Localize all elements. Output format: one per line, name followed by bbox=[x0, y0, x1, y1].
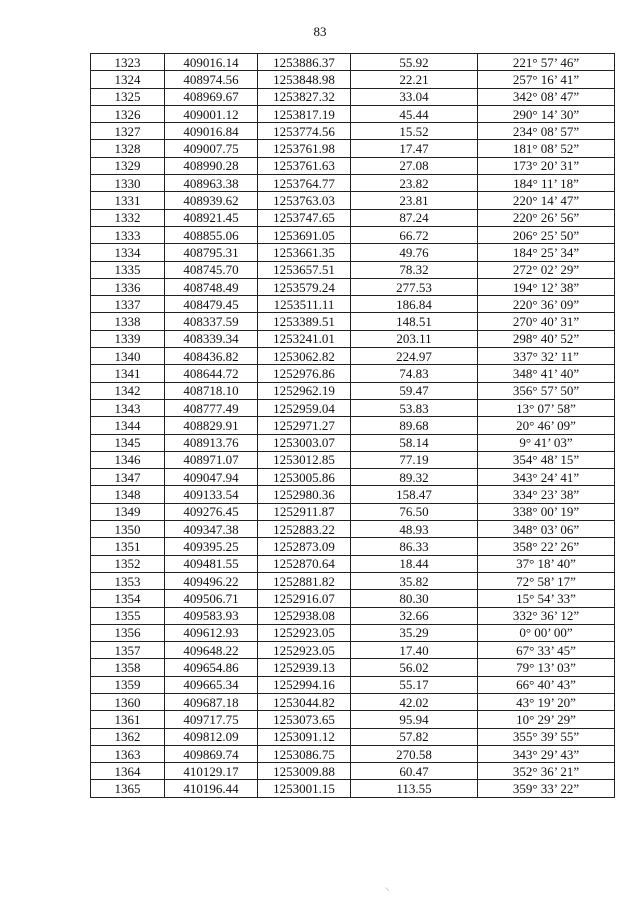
y-coordinate-cell: 1253761.98 bbox=[258, 140, 351, 157]
point-number-cell: 1353 bbox=[91, 572, 165, 589]
point-number-cell: 1328 bbox=[91, 140, 165, 157]
point-number-cell: 1357 bbox=[91, 642, 165, 659]
y-coordinate-cell: 1253774.56 bbox=[258, 123, 351, 140]
x-coordinate-cell: 409496.22 bbox=[165, 572, 258, 589]
y-coordinate-cell: 1253761.63 bbox=[258, 157, 351, 174]
x-coordinate-cell: 408339.34 bbox=[165, 330, 258, 347]
y-coordinate-cell: 1253579.24 bbox=[258, 278, 351, 295]
table-row bbox=[91, 417, 615, 434]
bearing-cell: 0° 00’ 00” bbox=[478, 624, 615, 641]
distance-cell: 48.93 bbox=[351, 521, 478, 538]
y-coordinate-cell: 1253009.88 bbox=[258, 763, 351, 780]
y-coordinate-cell: 1253086.75 bbox=[258, 745, 351, 762]
distance-cell: 55.92 bbox=[351, 54, 478, 71]
bearing-cell: 354° 48’ 15” bbox=[478, 451, 615, 468]
bearing-cell: 13° 07’ 58” bbox=[478, 399, 615, 416]
y-coordinate-cell: 1252870.64 bbox=[258, 555, 351, 572]
point-number-cell: 1348 bbox=[91, 486, 165, 503]
table-row bbox=[91, 365, 615, 382]
distance-cell: 56.02 bbox=[351, 659, 478, 676]
y-coordinate-cell: 1253511.11 bbox=[258, 296, 351, 313]
point-number-cell: 1341 bbox=[91, 365, 165, 382]
bearing-cell: 72° 58’ 17” bbox=[478, 572, 615, 589]
distance-cell: 18.44 bbox=[351, 555, 478, 572]
x-coordinate-cell: 409869.74 bbox=[165, 745, 258, 762]
distance-cell: 148.51 bbox=[351, 313, 478, 330]
bearing-cell: 257° 16’ 41” bbox=[478, 71, 615, 88]
x-coordinate-cell: 409481.55 bbox=[165, 555, 258, 572]
point-number-cell: 1336 bbox=[91, 278, 165, 295]
table-row bbox=[91, 503, 615, 520]
x-coordinate-cell: 409612.93 bbox=[165, 624, 258, 641]
x-coordinate-cell: 408745.70 bbox=[165, 261, 258, 278]
point-number-cell: 1333 bbox=[91, 226, 165, 243]
page-number: 83 bbox=[313, 24, 327, 39]
x-coordinate-cell: 408718.10 bbox=[165, 382, 258, 399]
point-number-cell: 1360 bbox=[91, 693, 165, 710]
table-row bbox=[91, 140, 615, 157]
x-coordinate-cell: 409007.75 bbox=[165, 140, 258, 157]
point-number-cell: 1330 bbox=[91, 175, 165, 192]
distance-cell: 35.29 bbox=[351, 624, 478, 641]
distance-cell: 89.32 bbox=[351, 469, 478, 486]
point-number-cell: 1337 bbox=[91, 296, 165, 313]
y-coordinate-cell: 1253091.12 bbox=[258, 728, 351, 745]
point-number-cell: 1365 bbox=[91, 780, 165, 797]
table-row bbox=[91, 192, 615, 209]
distance-cell: 113.55 bbox=[351, 780, 478, 797]
x-coordinate-cell: 408795.31 bbox=[165, 244, 258, 261]
y-coordinate-cell: 1253657.51 bbox=[258, 261, 351, 278]
table-body bbox=[91, 54, 615, 798]
distance-cell: 45.44 bbox=[351, 105, 478, 122]
point-number-cell: 1354 bbox=[91, 590, 165, 607]
x-coordinate-cell: 408829.91 bbox=[165, 417, 258, 434]
distance-cell: 66.72 bbox=[351, 226, 478, 243]
y-coordinate-cell: 1252911.87 bbox=[258, 503, 351, 520]
point-number-cell: 1339 bbox=[91, 330, 165, 347]
bearing-cell: 20° 46’ 09” bbox=[478, 417, 615, 434]
bearing-cell: 220° 36’ 09” bbox=[478, 296, 615, 313]
distance-cell: 59.47 bbox=[351, 382, 478, 399]
x-coordinate-cell: 409395.25 bbox=[165, 538, 258, 555]
bearing-cell: 338° 00’ 19” bbox=[478, 503, 615, 520]
y-coordinate-cell: 1253003.07 bbox=[258, 434, 351, 451]
point-number-cell: 1351 bbox=[91, 538, 165, 555]
distance-cell: 35.82 bbox=[351, 572, 478, 589]
point-number-cell: 1340 bbox=[91, 348, 165, 365]
y-coordinate-cell: 1253763.03 bbox=[258, 192, 351, 209]
x-coordinate-cell: 408969.67 bbox=[165, 88, 258, 105]
y-coordinate-cell: 1252938.08 bbox=[258, 607, 351, 624]
point-number-cell: 1358 bbox=[91, 659, 165, 676]
x-coordinate-cell: 409812.09 bbox=[165, 728, 258, 745]
x-coordinate-cell: 408971.07 bbox=[165, 451, 258, 468]
table-row bbox=[91, 521, 615, 538]
point-number-cell: 1362 bbox=[91, 728, 165, 745]
point-number-cell: 1350 bbox=[91, 521, 165, 538]
table-row bbox=[91, 105, 615, 122]
table-row bbox=[91, 763, 615, 780]
table-row bbox=[91, 590, 615, 607]
x-coordinate-cell: 408913.76 bbox=[165, 434, 258, 451]
x-coordinate-cell: 409016.14 bbox=[165, 54, 258, 71]
bearing-cell: 15° 54’ 33” bbox=[478, 590, 615, 607]
table-row bbox=[91, 538, 615, 555]
x-coordinate-cell: 410196.44 bbox=[165, 780, 258, 797]
y-coordinate-cell: 1253764.77 bbox=[258, 175, 351, 192]
coordinates-table bbox=[90, 53, 615, 798]
distance-cell: 77.19 bbox=[351, 451, 478, 468]
point-number-cell: 1363 bbox=[91, 745, 165, 762]
x-coordinate-cell: 409016.84 bbox=[165, 123, 258, 140]
point-number-cell: 1352 bbox=[91, 555, 165, 572]
table-row bbox=[91, 434, 615, 451]
distance-cell: 23.82 bbox=[351, 175, 478, 192]
distance-cell: 74.83 bbox=[351, 365, 478, 382]
bearing-cell: 298° 40’ 52” bbox=[478, 330, 615, 347]
bearing-cell: 358° 22’ 26” bbox=[478, 538, 615, 555]
distance-cell: 224.97 bbox=[351, 348, 478, 365]
distance-cell: 186.84 bbox=[351, 296, 478, 313]
bearing-cell: 221° 57’ 46” bbox=[478, 54, 615, 71]
x-coordinate-cell: 409665.34 bbox=[165, 676, 258, 693]
table-row bbox=[91, 261, 615, 278]
distance-cell: 277.53 bbox=[351, 278, 478, 295]
y-coordinate-cell: 1252994.16 bbox=[258, 676, 351, 693]
point-number-cell: 1323 bbox=[91, 54, 165, 71]
table-row bbox=[91, 676, 615, 693]
point-number-cell: 1325 bbox=[91, 88, 165, 105]
table-row bbox=[91, 348, 615, 365]
y-coordinate-cell: 1253001.15 bbox=[258, 780, 351, 797]
distance-cell: 270.58 bbox=[351, 745, 478, 762]
table-row bbox=[91, 711, 615, 728]
x-coordinate-cell: 409583.93 bbox=[165, 607, 258, 624]
x-coordinate-cell: 409687.18 bbox=[165, 693, 258, 710]
distance-cell: 55.17 bbox=[351, 676, 478, 693]
point-number-cell: 1335 bbox=[91, 261, 165, 278]
bearing-cell: 355° 39’ 55” bbox=[478, 728, 615, 745]
point-number-cell: 1356 bbox=[91, 624, 165, 641]
table-row bbox=[91, 175, 615, 192]
table-row bbox=[91, 382, 615, 399]
y-coordinate-cell: 1252916.07 bbox=[258, 590, 351, 607]
x-coordinate-cell: 408777.49 bbox=[165, 399, 258, 416]
distance-cell: 78.32 bbox=[351, 261, 478, 278]
y-coordinate-cell: 1253886.37 bbox=[258, 54, 351, 71]
bearing-cell: 184° 11’ 18” bbox=[478, 175, 615, 192]
bearing-cell: 343° 24’ 41” bbox=[478, 469, 615, 486]
point-number-cell: 1349 bbox=[91, 503, 165, 520]
table-row bbox=[91, 244, 615, 261]
x-coordinate-cell: 409001.12 bbox=[165, 105, 258, 122]
bearing-cell: 220° 14’ 47” bbox=[478, 192, 615, 209]
y-coordinate-cell: 1252971.27 bbox=[258, 417, 351, 434]
y-coordinate-cell: 1252980.36 bbox=[258, 486, 351, 503]
distance-cell: 17.47 bbox=[351, 140, 478, 157]
x-coordinate-cell: 408748.49 bbox=[165, 278, 258, 295]
point-number-cell: 1361 bbox=[91, 711, 165, 728]
x-coordinate-cell: 409648.22 bbox=[165, 642, 258, 659]
x-coordinate-cell: 410129.17 bbox=[165, 763, 258, 780]
table-row bbox=[91, 469, 615, 486]
table-row bbox=[91, 607, 615, 624]
y-coordinate-cell: 1252881.82 bbox=[258, 572, 351, 589]
y-coordinate-cell: 1253817.19 bbox=[258, 105, 351, 122]
table-row bbox=[91, 572, 615, 589]
bearing-cell: 359° 33’ 22” bbox=[478, 780, 615, 797]
y-coordinate-cell: 1252976.86 bbox=[258, 365, 351, 382]
y-coordinate-cell: 1253073.65 bbox=[258, 711, 351, 728]
distance-cell: 42.02 bbox=[351, 693, 478, 710]
table-row bbox=[91, 693, 615, 710]
table-row bbox=[91, 123, 615, 140]
x-coordinate-cell: 408644.72 bbox=[165, 365, 258, 382]
x-coordinate-cell: 409047.94 bbox=[165, 469, 258, 486]
table-row bbox=[91, 226, 615, 243]
bearing-cell: 10° 29’ 29” bbox=[478, 711, 615, 728]
point-number-cell: 1329 bbox=[91, 157, 165, 174]
x-coordinate-cell: 408921.45 bbox=[165, 209, 258, 226]
bearing-cell: 356° 57’ 50” bbox=[478, 382, 615, 399]
point-number-cell: 1334 bbox=[91, 244, 165, 261]
y-coordinate-cell: 1252962.19 bbox=[258, 382, 351, 399]
bearing-cell: 343° 29’ 43” bbox=[478, 745, 615, 762]
distance-cell: 33.04 bbox=[351, 88, 478, 105]
x-coordinate-cell: 408963.38 bbox=[165, 175, 258, 192]
x-coordinate-cell: 409347.38 bbox=[165, 521, 258, 538]
table-row bbox=[91, 451, 615, 468]
x-coordinate-cell: 408855.06 bbox=[165, 226, 258, 243]
bearing-cell: 272° 02’ 29” bbox=[478, 261, 615, 278]
bearing-cell: 342° 08’ 47” bbox=[478, 88, 615, 105]
bearing-cell: 270° 40’ 31” bbox=[478, 313, 615, 330]
bearing-cell: 43° 19’ 20” bbox=[478, 693, 615, 710]
point-number-cell: 1346 bbox=[91, 451, 165, 468]
distance-cell: 87.24 bbox=[351, 209, 478, 226]
table-row bbox=[91, 54, 615, 71]
y-coordinate-cell: 1253062.82 bbox=[258, 348, 351, 365]
bearing-cell: 184° 25’ 34” bbox=[478, 244, 615, 261]
x-coordinate-cell: 408436.82 bbox=[165, 348, 258, 365]
table-row bbox=[91, 728, 615, 745]
bearing-cell: 173° 20’ 31” bbox=[478, 157, 615, 174]
y-coordinate-cell: 1253005.86 bbox=[258, 469, 351, 486]
y-coordinate-cell: 1253848.98 bbox=[258, 71, 351, 88]
distance-cell: 95.94 bbox=[351, 711, 478, 728]
bearing-cell: 181° 08’ 52” bbox=[478, 140, 615, 157]
y-coordinate-cell: 1253012.85 bbox=[258, 451, 351, 468]
distance-cell: 27.08 bbox=[351, 157, 478, 174]
distance-cell: 58.14 bbox=[351, 434, 478, 451]
point-number-cell: 1326 bbox=[91, 105, 165, 122]
point-number-cell: 1324 bbox=[91, 71, 165, 88]
table-row bbox=[91, 71, 615, 88]
bearing-cell: 352° 36’ 21” bbox=[478, 763, 615, 780]
bearing-cell: 234° 08’ 57” bbox=[478, 123, 615, 140]
table-row bbox=[91, 780, 615, 797]
y-coordinate-cell: 1253747.65 bbox=[258, 209, 351, 226]
x-coordinate-cell: 409276.45 bbox=[165, 503, 258, 520]
bearing-cell: 332° 36’ 12” bbox=[478, 607, 615, 624]
bearing-cell: 220° 26’ 56” bbox=[478, 209, 615, 226]
x-coordinate-cell: 409506.71 bbox=[165, 590, 258, 607]
point-number-cell: 1327 bbox=[91, 123, 165, 140]
x-coordinate-cell: 408939.62 bbox=[165, 192, 258, 209]
point-number-cell: 1332 bbox=[91, 209, 165, 226]
y-coordinate-cell: 1252923.05 bbox=[258, 642, 351, 659]
bearing-cell: 79° 13’ 03” bbox=[478, 659, 615, 676]
point-number-cell: 1347 bbox=[91, 469, 165, 486]
point-number-cell: 1345 bbox=[91, 434, 165, 451]
x-coordinate-cell: 408337.59 bbox=[165, 313, 258, 330]
bearing-cell: 194° 12’ 38” bbox=[478, 278, 615, 295]
x-coordinate-cell: 409717.75 bbox=[165, 711, 258, 728]
distance-cell: 86.33 bbox=[351, 538, 478, 555]
x-coordinate-cell: 408990.28 bbox=[165, 157, 258, 174]
bearing-cell: 348° 41’ 40” bbox=[478, 365, 615, 382]
table-row bbox=[91, 296, 615, 313]
distance-cell: 53.83 bbox=[351, 399, 478, 416]
point-number-cell: 1342 bbox=[91, 382, 165, 399]
distance-cell: 22.21 bbox=[351, 71, 478, 88]
point-number-cell: 1364 bbox=[91, 763, 165, 780]
y-coordinate-cell: 1253691.05 bbox=[258, 226, 351, 243]
table-row bbox=[91, 642, 615, 659]
distance-cell: 57.82 bbox=[351, 728, 478, 745]
y-coordinate-cell: 1253389.51 bbox=[258, 313, 351, 330]
y-coordinate-cell: 1252939.13 bbox=[258, 659, 351, 676]
bearing-cell: 334° 23’ 38” bbox=[478, 486, 615, 503]
table-row bbox=[91, 486, 615, 503]
bearing-cell: 67° 33’ 45” bbox=[478, 642, 615, 659]
table-row bbox=[91, 399, 615, 416]
distance-cell: 80.30 bbox=[351, 590, 478, 607]
bearing-cell: 348° 03’ 06” bbox=[478, 521, 615, 538]
table-row bbox=[91, 624, 615, 641]
y-coordinate-cell: 1252873.09 bbox=[258, 538, 351, 555]
bearing-cell: 66° 40’ 43” bbox=[478, 676, 615, 693]
point-number-cell: 1359 bbox=[91, 676, 165, 693]
point-number-cell: 1344 bbox=[91, 417, 165, 434]
y-coordinate-cell: 1253044.82 bbox=[258, 693, 351, 710]
table-row bbox=[91, 88, 615, 105]
distance-cell: 60.47 bbox=[351, 763, 478, 780]
table-row bbox=[91, 157, 615, 174]
x-coordinate-cell: 409133.54 bbox=[165, 486, 258, 503]
distance-cell: 203.11 bbox=[351, 330, 478, 347]
distance-cell: 89.68 bbox=[351, 417, 478, 434]
table-row bbox=[91, 659, 615, 676]
distance-cell: 17.40 bbox=[351, 642, 478, 659]
point-number-cell: 1355 bbox=[91, 607, 165, 624]
table-row bbox=[91, 209, 615, 226]
y-coordinate-cell: 1252883.22 bbox=[258, 521, 351, 538]
distance-cell: 158.47 bbox=[351, 486, 478, 503]
distance-cell: 49.76 bbox=[351, 244, 478, 261]
point-number-cell: 1343 bbox=[91, 399, 165, 416]
x-coordinate-cell: 409654.86 bbox=[165, 659, 258, 676]
bearing-cell: 9° 41’ 03” bbox=[478, 434, 615, 451]
point-number-cell: 1338 bbox=[91, 313, 165, 330]
table-row bbox=[91, 278, 615, 295]
table-row bbox=[91, 555, 615, 572]
table-row bbox=[91, 745, 615, 762]
bearing-cell: 206° 25’ 50” bbox=[478, 226, 615, 243]
y-coordinate-cell: 1252959.04 bbox=[258, 399, 351, 416]
table-row bbox=[91, 313, 615, 330]
bearing-cell: 290° 14’ 30” bbox=[478, 105, 615, 122]
x-coordinate-cell: 408974.56 bbox=[165, 71, 258, 88]
y-coordinate-cell: 1252923.05 bbox=[258, 624, 351, 641]
y-coordinate-cell: 1253241.01 bbox=[258, 330, 351, 347]
y-coordinate-cell: 1253827.32 bbox=[258, 88, 351, 105]
distance-cell: 23.81 bbox=[351, 192, 478, 209]
bearing-cell: 337° 32’ 11” bbox=[478, 348, 615, 365]
bearing-cell: 37° 18’ 40” bbox=[478, 555, 615, 572]
table-row bbox=[91, 330, 615, 347]
distance-cell: 76.50 bbox=[351, 503, 478, 520]
y-coordinate-cell: 1253661.35 bbox=[258, 244, 351, 261]
scan-mark: ⸜ bbox=[385, 882, 390, 892]
point-number-cell: 1331 bbox=[91, 192, 165, 209]
distance-cell: 15.52 bbox=[351, 123, 478, 140]
x-coordinate-cell: 408479.45 bbox=[165, 296, 258, 313]
distance-cell: 32.66 bbox=[351, 607, 478, 624]
